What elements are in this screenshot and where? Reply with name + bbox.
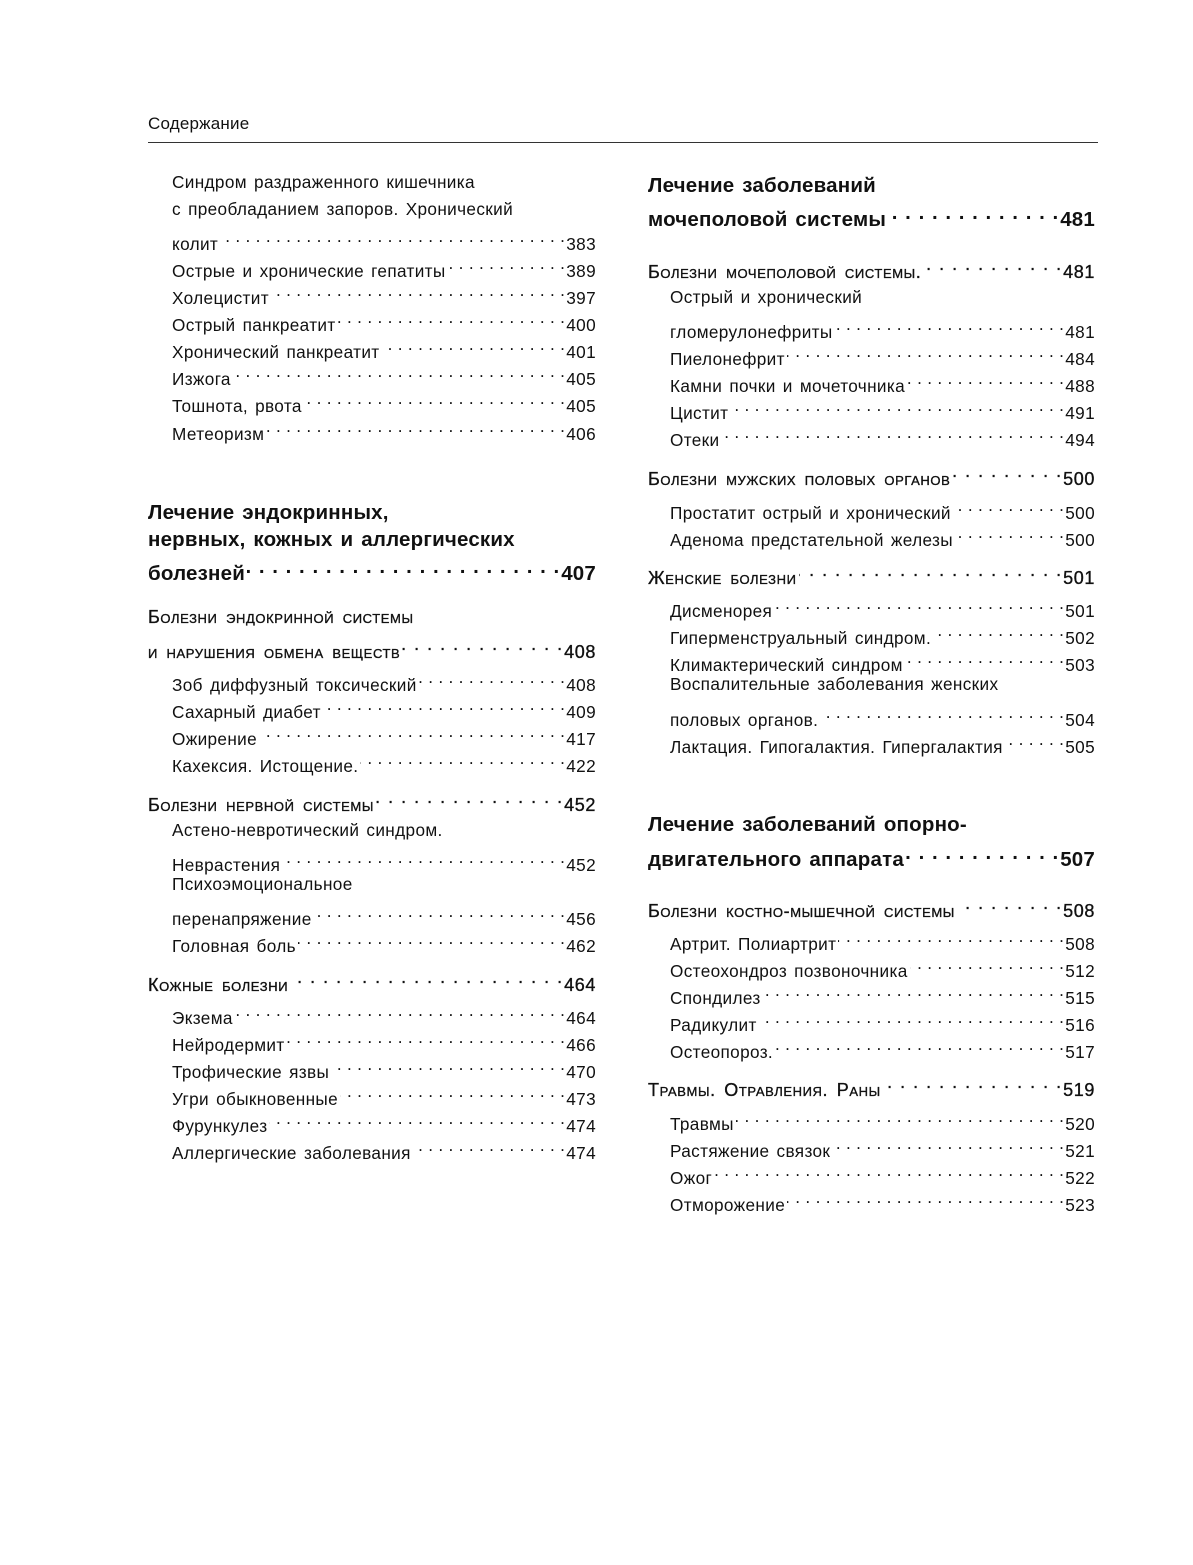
toc-page-number: 520: [1065, 1114, 1095, 1134]
toc-item-line: [172, 844, 596, 875]
dot-leader: [282, 844, 564, 871]
toc-item-title: Острый панкреатит: [172, 315, 336, 335]
toc-page-number: 407: [561, 562, 596, 585]
toc-section-title: Кожные болезни: [148, 975, 289, 995]
toc-page-number: 501: [1065, 601, 1095, 621]
toc-section-line: [648, 1069, 1095, 1100]
toc-item-title: Сахарный диабет: [172, 702, 321, 722]
toc-item-line: [172, 196, 596, 223]
toc-item-line: [172, 385, 596, 416]
dot-leader: [220, 223, 564, 250]
toc-page-number: 491: [1065, 403, 1095, 423]
toc-item-title: Зоб диффузный токсический: [172, 675, 417, 695]
toc-section-title: Травмы. Отравления. Раны: [648, 1080, 881, 1100]
toc-page-number: 473: [566, 1089, 596, 1109]
toc-page-number: 400: [566, 315, 596, 335]
toc-section-title: Болезни костно-мышечной системы: [648, 901, 955, 921]
toc-item-title: Тошнота, рвота: [172, 396, 302, 416]
toc-item-line: [670, 1031, 1095, 1062]
toc-section-line: [148, 964, 596, 995]
toc-item-title: половых органов.: [670, 710, 819, 730]
toc-page-number: 523: [1065, 1195, 1095, 1215]
toc-item-line: [670, 492, 1095, 523]
toc-item-title: с преобладанием запоров. Хронический: [172, 199, 514, 219]
toc-page-number: 521: [1065, 1141, 1095, 1161]
toc-item-line: [670, 671, 1095, 698]
toc-item-line: [670, 617, 1095, 648]
toc-part-line: [648, 172, 1095, 199]
toc-item-line: [670, 699, 1095, 730]
toc-item-title: гломерулонефриты: [670, 322, 833, 342]
toc-page-number: 397: [566, 288, 596, 308]
toc-section-line: [648, 251, 1095, 282]
toc-page-number: 464: [566, 1008, 596, 1028]
dot-leader: [888, 199, 1058, 226]
toc-item-line: [670, 590, 1095, 621]
toc-item-line: [172, 817, 596, 844]
dot-leader: [266, 413, 564, 440]
toc-item-title: Артрит. Полиартрит: [670, 934, 837, 954]
toc-item-title: Метеоризм: [172, 424, 265, 444]
toc-page-number: 474: [566, 1116, 596, 1136]
toc-section-title: Болезни мужских половых органов: [648, 469, 951, 489]
toc-page-number: 464: [564, 975, 596, 995]
toc-item-title: Астено-невротический синдром.: [172, 820, 443, 840]
toc-part-title: болезней: [148, 562, 246, 585]
toc-item-title: Простатит острый и хронический: [670, 503, 951, 523]
toc-item-line: [670, 1004, 1095, 1035]
toc-page-number: 401: [566, 342, 596, 362]
toc-page-number: 517: [1065, 1042, 1095, 1062]
toc-page-number: 502: [1065, 628, 1095, 648]
dot-leader: [419, 664, 565, 691]
toc-item-line: [172, 223, 596, 254]
toc-item-title: Остеопороз.: [670, 1042, 774, 1062]
dot-leader: [933, 617, 1063, 644]
toc-page-number: 405: [566, 369, 596, 389]
toc-item-title: Аденома предстательной железы: [670, 530, 953, 550]
toc-part-line: [148, 499, 596, 526]
header-rule: [148, 142, 1098, 143]
toc-part-title: мочеполовой системы: [648, 208, 887, 231]
dot-leader: [298, 925, 564, 952]
toc-item-title: Ожирение: [172, 729, 258, 749]
toc-page-number: 408: [566, 675, 596, 695]
dot-leader: [910, 950, 1064, 977]
dot-leader: [957, 890, 1061, 917]
toc-item-line: [172, 413, 596, 444]
dot-leader: [835, 311, 1064, 338]
toc-page-number: 422: [566, 756, 596, 776]
toc-page-number: 481: [1063, 262, 1095, 282]
toc-page-number: 503: [1065, 655, 1095, 675]
dot-leader: [323, 691, 564, 718]
toc-part-line: [648, 811, 1095, 838]
toc-item-line: [172, 997, 596, 1028]
toc-item-title: Радикулит: [670, 1015, 757, 1035]
toc-item-title: Острые и хронические гепатиты: [172, 261, 446, 281]
dot-leader: [233, 358, 564, 385]
toc-item-line: [670, 311, 1095, 342]
toc-page-number: 500: [1065, 530, 1095, 550]
toc-item-line: [670, 726, 1095, 757]
toc-item-line: [172, 1105, 596, 1136]
toc-page-number: 494: [1065, 430, 1095, 450]
toc-item-title: Психоэмоциональное: [172, 874, 353, 894]
toc-item-line: [670, 977, 1095, 1008]
toc-page-number: 507: [1060, 848, 1095, 871]
toc-item-title: Лактация. Гипогалактия. Гипергалактия: [670, 737, 1003, 757]
toc-page-number: 508: [1065, 934, 1095, 954]
dot-leader: [402, 631, 562, 658]
toc-item-line: [670, 365, 1095, 396]
toc-section-line: [648, 890, 1095, 921]
toc-item-line: [172, 1132, 596, 1163]
toc-item-title: Камни почки и мочеточника: [670, 376, 906, 396]
toc-page-number: 519: [1063, 1080, 1095, 1100]
toc-item-line: [172, 250, 596, 281]
toc-item-title: Ожог: [670, 1168, 713, 1188]
toc-section-line: [148, 631, 596, 662]
toc-item-title: Климактерический синдром: [670, 655, 903, 675]
dot-leader: [714, 1157, 1063, 1184]
toc-item-title: Синдром раздраженного кишечника: [172, 172, 475, 192]
toc-page-number: 417: [566, 729, 596, 749]
toc-item-title: Угри обыкновенные: [172, 1089, 339, 1109]
toc-page-number: 512: [1065, 961, 1095, 981]
toc-page-number: 408: [564, 642, 596, 662]
toc-item-title: Пиелонефрит: [670, 349, 785, 369]
dot-leader: [314, 898, 565, 925]
dot-leader: [338, 304, 565, 331]
toc-item-line: [670, 644, 1095, 675]
toc-item-line: [172, 169, 596, 196]
toc-page-number: 474: [566, 1143, 596, 1163]
toc-item-line: [172, 277, 596, 308]
toc-item-title: Остеохондроз позвоночника: [670, 961, 908, 981]
dot-leader: [730, 392, 1063, 419]
toc-item-line: [670, 1157, 1095, 1188]
dot-leader: [955, 519, 1063, 546]
toc-part-line: [648, 839, 1095, 871]
toc-page-number: 488: [1065, 376, 1095, 396]
toc-item-line: [172, 691, 596, 722]
dot-leader: [787, 338, 1063, 365]
toc-section-line: [648, 557, 1095, 588]
dot-leader: [287, 1024, 565, 1051]
toc-item-title: Нейродермит: [172, 1035, 285, 1055]
toc-part-line: [148, 526, 596, 553]
toc-item-line: [670, 923, 1095, 954]
dot-leader: [360, 745, 564, 772]
toc-item-line: [172, 745, 596, 776]
toc-item-title: Экзема: [172, 1008, 233, 1028]
dot-leader: [906, 839, 1058, 866]
toc-item-line: [172, 898, 596, 929]
toc-item-line: [172, 925, 596, 956]
toc-item-title: Воспалительные заболевания женских: [670, 674, 999, 694]
toc-item-line: [670, 1103, 1095, 1134]
toc-item-title: Травмы: [670, 1114, 734, 1134]
toc-section-line: [148, 784, 596, 815]
toc-item-title: Неврастения: [172, 855, 281, 875]
toc-item-title: Холецистит: [172, 288, 269, 308]
toc-item-title: Аллергические заболевания: [172, 1143, 411, 1163]
toc-item-line: [172, 664, 596, 695]
dot-leader: [775, 1031, 1063, 1058]
toc-page-number: 409: [566, 702, 596, 722]
toc-page-number: 470: [566, 1062, 596, 1082]
dot-leader: [340, 1078, 564, 1105]
toc-item-title: колит: [172, 234, 219, 254]
toc-item-line: [670, 284, 1095, 311]
dot-leader: [1005, 726, 1063, 753]
toc-item-line: [670, 392, 1095, 423]
toc-item-line: [670, 419, 1095, 450]
dot-leader: [838, 923, 1063, 950]
toc-page-number: 406: [566, 424, 596, 444]
dot-leader: [905, 644, 1063, 671]
toc-page-number: 466: [566, 1035, 596, 1055]
toc-item-title: перенапряжение: [172, 909, 312, 929]
toc-page-number: 456: [566, 909, 596, 929]
toc-page-number: 452: [564, 795, 596, 815]
toc-item-line: [670, 338, 1095, 369]
toc-item-title: Растяжение связок: [670, 1141, 831, 1161]
toc-page-number: 383: [566, 234, 596, 254]
toc-section-line: [648, 458, 1095, 489]
toc-item-title: Хронический панкреатит: [172, 342, 380, 362]
toc-part-title: двигательного аппарата: [648, 848, 904, 871]
toc-page-number: 462: [566, 936, 596, 956]
toc-item-line: [670, 1184, 1095, 1215]
toc-part-title: Лечение заболеваний: [648, 174, 876, 197]
toc-page-number: 501: [1063, 568, 1095, 588]
toc-item-line: [670, 519, 1095, 550]
toc-page-number: 481: [1065, 322, 1095, 342]
toc-item-line: [670, 950, 1095, 981]
dot-leader: [923, 251, 1061, 278]
dot-leader: [448, 250, 565, 277]
dot-leader: [799, 557, 1062, 584]
dot-leader: [774, 590, 1063, 617]
toc-item-line: [172, 1024, 596, 1055]
dot-leader: [247, 553, 559, 580]
dot-leader: [787, 1184, 1063, 1211]
toc-page-number: 452: [566, 855, 596, 875]
dot-leader: [235, 997, 564, 1024]
toc-item-title: Гиперменструальный синдром.: [670, 628, 932, 648]
toc-section-title: Болезни нервной системы: [148, 795, 374, 815]
toc-page-number: 522: [1065, 1168, 1095, 1188]
dot-leader: [763, 977, 1064, 1004]
dot-leader: [331, 1051, 564, 1078]
toc-item-title: Кахексия. Истощение.: [172, 756, 359, 776]
toc-part-line: [148, 553, 596, 585]
toc-page-number: 500: [1063, 469, 1095, 489]
dot-leader: [290, 964, 562, 991]
toc-item-line: [172, 1051, 596, 1082]
toc-section-title: Женские болезни: [648, 568, 797, 588]
toc-page-number: 516: [1065, 1015, 1095, 1035]
toc-page-number: 504: [1065, 710, 1095, 730]
toc-item-line: [172, 331, 596, 362]
toc-item-line: [172, 304, 596, 335]
toc-section-title: Болезни мочеполовой системы.: [648, 262, 922, 282]
dot-leader: [953, 492, 1063, 519]
dot-leader: [382, 331, 565, 358]
toc-page-number: 405: [566, 396, 596, 416]
toc-item-title: Цистит: [670, 403, 729, 423]
toc-section-line: [148, 604, 596, 631]
toc-page-number: 500: [1065, 503, 1095, 523]
toc-item-title: Отеки: [670, 430, 720, 450]
toc-item-line: [172, 871, 596, 898]
toc-item-title: Головная боль: [172, 936, 296, 956]
toc-item-title: Изжога: [172, 369, 231, 389]
toc-item-title: Дисменорея: [670, 601, 773, 621]
dot-leader: [759, 1004, 1064, 1031]
dot-leader: [952, 458, 1061, 485]
dot-leader: [259, 718, 564, 745]
toc-part-title: Лечение заболеваний опорно-: [648, 813, 967, 836]
toc-item-title: Трофические язвы: [172, 1062, 330, 1082]
toc-item-line: [172, 358, 596, 389]
toc-item-line: [172, 718, 596, 749]
toc-part-title: Лечение эндокринных,: [148, 501, 389, 524]
toc-item-title: Отморожение: [670, 1195, 786, 1215]
toc-item-line: [172, 1078, 596, 1109]
toc-section-title: и нарушения обмена веществ: [148, 642, 401, 662]
toc-item-title: Острый и хронический: [670, 287, 863, 307]
dot-leader: [832, 1130, 1063, 1157]
toc-item-title: Спондилез: [670, 988, 761, 1008]
dot-leader: [883, 1069, 1061, 1096]
toc-part-title: нервных, кожных и аллергических: [148, 528, 515, 551]
running-title: Содержание: [148, 114, 250, 133]
dot-leader: [269, 1105, 564, 1132]
dot-leader: [376, 784, 562, 811]
dot-leader: [721, 419, 1063, 446]
toc-item-line: [670, 1130, 1095, 1161]
dot-leader: [907, 365, 1063, 392]
toc-page-number: 484: [1065, 349, 1095, 369]
toc-page-number: 508: [1063, 901, 1095, 921]
dot-leader: [271, 277, 564, 304]
toc-part-line: [648, 199, 1095, 231]
dot-leader: [413, 1132, 564, 1159]
toc-page-number: 505: [1065, 737, 1095, 757]
dot-leader: [736, 1103, 1063, 1130]
toc-page-number: 515: [1065, 988, 1095, 1008]
toc-item-title: Фурункулез: [172, 1116, 268, 1136]
toc-section-title: Болезни эндокринной системы: [148, 607, 414, 627]
toc-page-number: 389: [566, 261, 596, 281]
dot-leader: [820, 699, 1063, 726]
dot-leader: [304, 385, 564, 412]
toc-page-number: 481: [1060, 208, 1095, 231]
